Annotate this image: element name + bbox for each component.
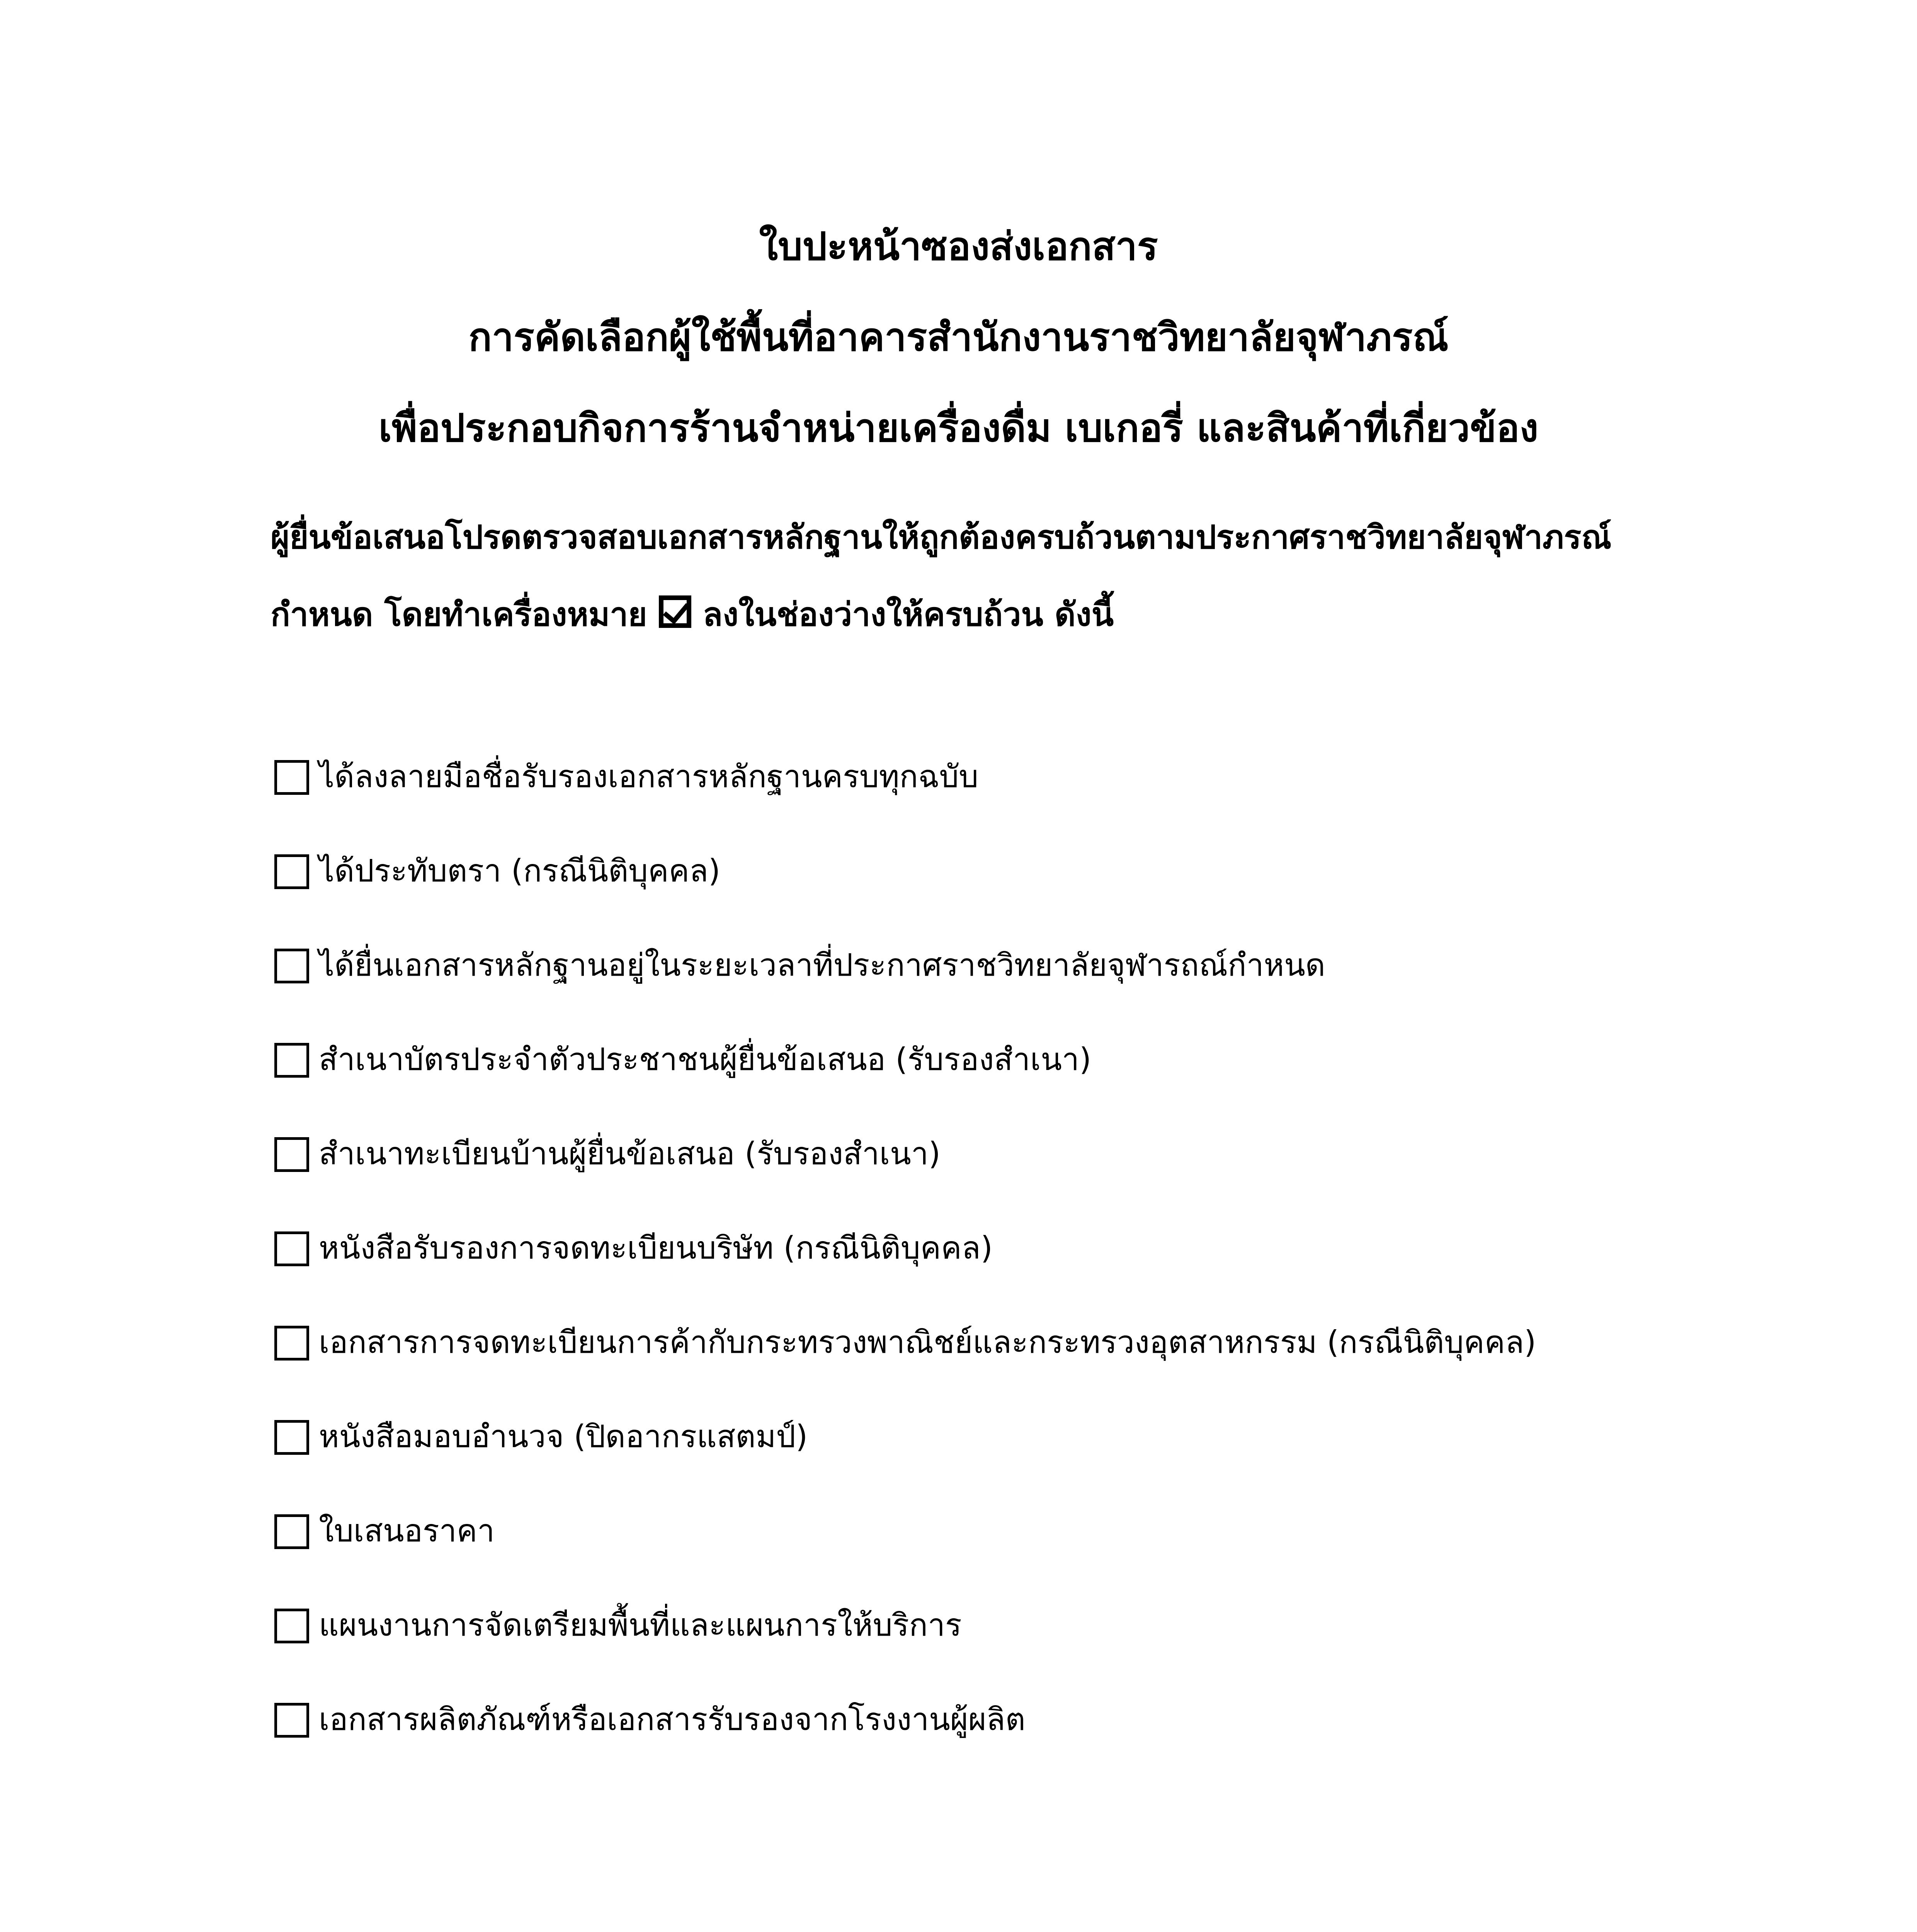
instructions-line-2 [270,576,1778,653]
sign-prefix [270,1928,344,1932]
instructions [270,498,1778,653]
checklist-item-label: หนังสือรับรองการจดทะเบียนบริษัท (กรณีนิติบุคคล) [319,1230,993,1266]
checklist-item [274,1227,1820,1321]
title-line-1: ใบปะหน้าซองส่งเอกสาร [759,224,1158,269]
checklist-item-label: ได้ประทับตรา (กรณีนิติบุคคล) [319,853,721,889]
checkbox[interactable] [274,949,309,983]
instructions-line-2-end: ลงในช่องว่างให้ครบถ้วน ดังนี้ [703,595,1114,633]
submitter-signature-block [270,1928,985,1932]
checklist-item-label: แผนงานการจัดเตรียมพื้นที่และแผนการให้บริการ [319,1607,962,1643]
checklist-item [274,1133,1820,1227]
sign-role [1619,1928,1774,1932]
sign-role [819,1928,985,1932]
submitter-sign-line [270,1928,985,1932]
checkbox[interactable] [274,1514,309,1549]
checklist-item [274,850,1820,944]
checkbox[interactable] [274,1609,309,1643]
checklist-item [274,1510,1820,1604]
document-checklist [274,755,1820,1793]
checkbox[interactable] [274,1137,309,1172]
checklist-item [274,1604,1820,1698]
checkbox[interactable] [274,1326,309,1361]
checklist-item-label: เอกสารผลิตภัณฑ์หรือเอกสารรับรองจากโรงงานผู้ผลิต [319,1701,1026,1737]
receiver-signature-block [1067,1928,1774,1932]
checkbox[interactable] [274,1231,309,1266]
document-title [0,201,1917,473]
title-line-2: การคัดเลือกผู้ใช้พื้นที่อาคารสำนักงานราชวิทยาลัยจุฬาภรณ์ [468,315,1449,360]
checklist-item-label: หนังสือมอบอำนวจ (ปิดอากรแสตมป์) [319,1418,808,1454]
receiver-sign-line [1067,1928,1774,1932]
instructions-line-2-start: กำหนด โดยทำเครื่องหมาย [270,595,647,633]
checklist-item-label: ได้ยื่นเอกสารหลักฐานอยู่ในระยะเวลาที่ประกาศราชวิทยาลัยจุฬารถณ์กำหนด [319,947,1325,983]
checkbox[interactable] [274,1420,309,1455]
checkbox[interactable] [274,1703,309,1738]
checklist-item-label: สำเนาทะเบียนบ้านผู้ยื่นข้อเสนอ (รับรองสำเนา) [319,1136,941,1172]
checklist-item [274,1321,1820,1415]
checklist-item [274,944,1820,1038]
checklist-item [274,1038,1820,1133]
checklist-item-label: เอกสารการจดทะเบียนการค้ากับกระทรวงพาณิชย์และกระทรวงอุตสาหกรรม (กรณีนิติบุคคล) [319,1324,1536,1360]
checklist-item [274,755,1820,850]
checked-box-icon [659,595,691,628]
checklist-item-label: ใบเสนอราคา [319,1513,495,1549]
title-line-3: เพื่อประกอบกิจการร้านจำหน่ายเครื่องดื่ม เบเกอรี่ และสินค้าที่เกี่ยวข้อง [378,405,1539,451]
checklist-item [274,1415,1820,1510]
sign-prefix [1067,1928,1140,1932]
instructions-line-1: ผู้ยื่นข้อเสนอโปรดตรวจสอบเอกสารหลักฐานให้ถูกต้องครบถ้วนตามประกาศราชวิทยาลัยจุฬาภรณ์ [270,518,1612,556]
checkbox[interactable] [274,1043,309,1078]
checklist-item-label: ได้ลงลายมือชื่อรับรองเอกสารหลักฐานครบทุกฉบับ [319,759,979,794]
checklist-item-label: สำเนาบัตรประจำตัวประชาชนผู้ยื่นข้อเสนอ (รับรองสำเนา) [319,1041,1092,1077]
checkbox[interactable] [274,854,309,889]
checklist-item [274,1698,1820,1793]
checkbox[interactable] [274,760,309,795]
